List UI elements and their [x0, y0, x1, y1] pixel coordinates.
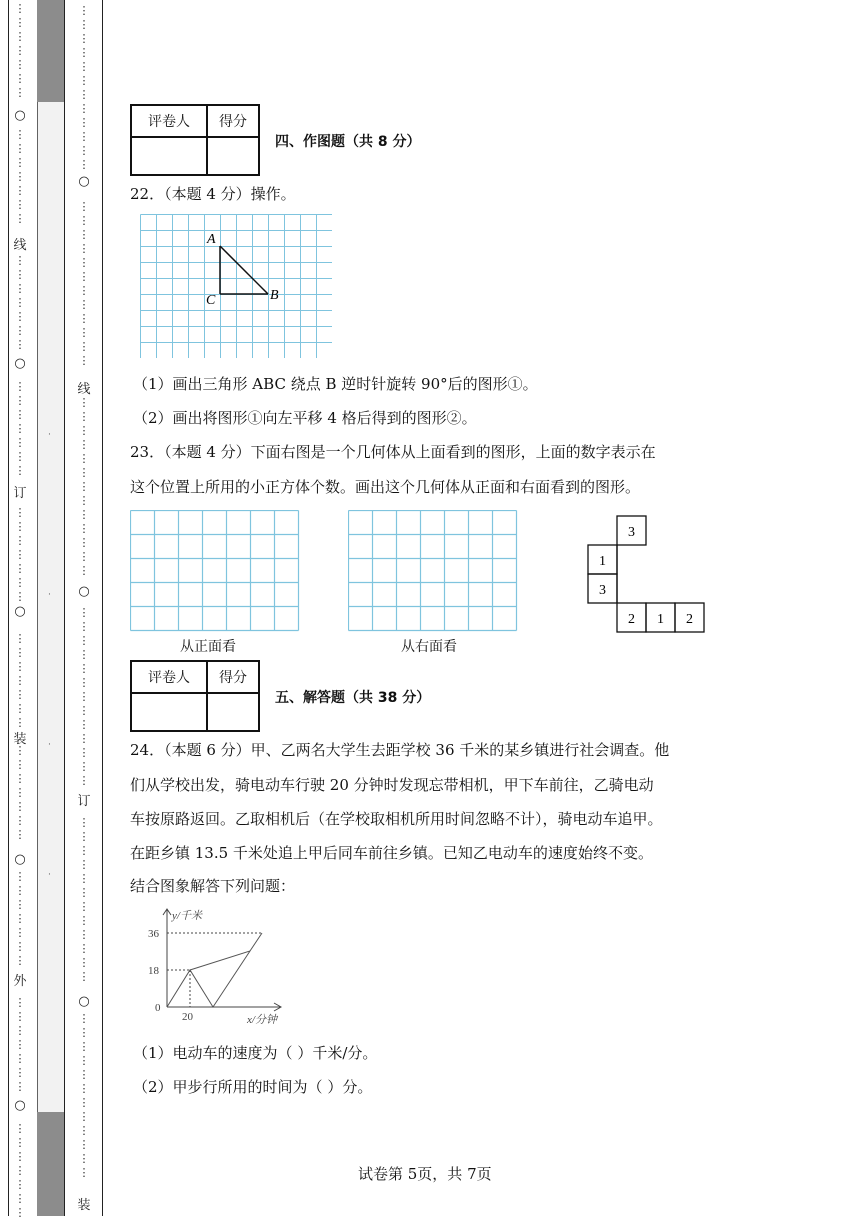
margin-mark: 装: [13, 732, 27, 747]
label-A: A: [207, 232, 216, 247]
dotted-cut-line: ⋮: [14, 884, 26, 897]
dotted-cut-line: ⋮: [14, 254, 26, 267]
dotted-cut-line: ⋮: [78, 956, 90, 969]
dotted-cut-line: ⋮: [78, 816, 90, 829]
score-label: 得分: [207, 105, 259, 137]
dotted-cut-line: ⋮: [78, 46, 90, 59]
dotted-cut-line: ⋮: [78, 830, 90, 843]
dotted-cut-line: ⋮: [14, 268, 26, 281]
q22-grid[interactable]: [140, 214, 332, 358]
dotted-cut-line: ⋮: [14, 1192, 26, 1205]
dotted-cut-line: ⋮: [14, 128, 26, 141]
dotted-cut-line: ⋮: [14, 296, 26, 309]
dotted-cut-line: ⋮: [14, 30, 26, 43]
margin-mark: 装: [77, 1198, 91, 1213]
margin-mark: ○: [78, 584, 90, 599]
margin-gray-band-bottom: [37, 1112, 64, 1216]
dotted-cut-line: ⋮: [14, 212, 26, 225]
dotted-cut-line: ⋮: [78, 214, 90, 227]
dotted-cut-line: ⋮: [14, 408, 26, 421]
dotted-cut-line: ⋮: [14, 548, 26, 561]
margin-mark: ○: [78, 174, 90, 189]
dotted-cut-line: ⋮: [14, 674, 26, 687]
dotted-cut-line: ⋮: [14, 58, 26, 71]
q24-sub2: （2）甲步行所用的时间为（ ）分。: [133, 1078, 373, 1096]
dotted-cut-line: ⋮: [78, 648, 90, 661]
dotted-cut-line: ⋮: [78, 634, 90, 647]
dotted-cut-line: ⋮: [78, 704, 90, 717]
dotted-cut-line: ⋮: [78, 536, 90, 549]
dotted-cut-line: ⋮: [14, 1150, 26, 1163]
caption-right: 从右面看: [401, 639, 457, 655]
dotted-cut-line: ⋮: [78, 508, 90, 521]
dotted-cut-line: ⋮: [14, 506, 26, 519]
dotted-cut-line: ⋮: [78, 326, 90, 339]
dotted-cut-line: ⋮: [14, 1178, 26, 1191]
dotted-cut-line: ⋮: [78, 1096, 90, 1109]
q22-sub1: （1）画出三角形 ABC 绕点 B 逆时针旋转 90°后的图形①。: [133, 375, 538, 393]
dotted-cut-line: ⋮: [78, 1166, 90, 1179]
dotted-cut-line: ⋮: [14, 912, 26, 925]
dotted-cut-line: ⋮: [78, 928, 90, 941]
top-view-num: 3: [628, 525, 635, 540]
dotted-cut-line: ⋮: [14, 1164, 26, 1177]
dotted-cut-line: ⋮: [14, 996, 26, 1009]
dotted-cut-line: ⋮: [78, 844, 90, 857]
label-B: B: [270, 288, 279, 303]
dotted-cut-line: ⋮: [14, 380, 26, 393]
dotted-cut-line: ⋮: [14, 198, 26, 211]
margin-mark: ○: [14, 356, 26, 371]
top-view-num: 1: [657, 612, 664, 627]
top-view-num: 1: [599, 554, 606, 569]
dotted-cut-line: ⋮: [78, 354, 90, 367]
margin-tiny-mark: ·: [48, 590, 51, 600]
dotted-cut-line: ⋮: [14, 744, 26, 757]
dotted-cut-line: ⋮: [78, 1110, 90, 1123]
dotted-cut-line: ⋮: [14, 324, 26, 337]
dotted-cut-line: ⋮: [14, 632, 26, 645]
dotted-cut-line: ⋮: [78, 32, 90, 45]
dotted-cut-line: ⋮: [14, 436, 26, 449]
dotted-cut-line: ⋮: [14, 1038, 26, 1051]
front-view-grid[interactable]: [130, 510, 303, 632]
dotted-cut-line: ⋮: [78, 774, 90, 787]
dotted-cut-line: ⋮: [78, 606, 90, 619]
dotted-cut-line: ⋮: [78, 732, 90, 745]
dotted-cut-line: ⋮: [14, 86, 26, 99]
reviewer-label: 评卷人: [131, 661, 207, 693]
margin-mark: ○: [78, 994, 90, 1009]
margin-mark: 订: [77, 794, 91, 809]
dotted-cut-line: ⋮: [78, 60, 90, 73]
margin-mark: 线: [77, 382, 91, 397]
dotted-cut-line: ⋮: [78, 410, 90, 423]
dotted-cut-line: ⋮: [78, 760, 90, 773]
dotted-cut-line: ⋮: [14, 2, 26, 15]
dotted-cut-line: ⋮: [14, 786, 26, 799]
score-table-section4: [130, 104, 260, 176]
dotted-cut-line: ⋮: [78, 858, 90, 871]
q24-line4: 在距乡镇 13.5 千米处追上甲后同车前往乡镇。已知乙电动车的速度始终不变。: [130, 844, 653, 862]
dotted-cut-line: ⋮: [78, 746, 90, 759]
dotted-cut-line: ⋮: [14, 394, 26, 407]
score-label: 得分: [207, 661, 259, 693]
dotted-cut-line: ⋮: [14, 464, 26, 477]
dotted-cut-line: ⋮: [14, 534, 26, 547]
dotted-cut-line: ⋮: [14, 576, 26, 589]
score-cell[interactable]: [207, 137, 259, 175]
q23-stem-line1: 23．（本题 4 分）下面右图是一个几何体从上面看到的图形，上面的数字表示在: [130, 443, 656, 461]
dotted-cut-line: ⋮: [78, 312, 90, 325]
margin-mark: ○: [14, 604, 26, 619]
dotted-cut-line: ⋮: [78, 452, 90, 465]
page-footer: 试卷第 5页，共 7页: [358, 1165, 492, 1183]
dotted-cut-line: ⋮: [14, 282, 26, 295]
dotted-cut-line: ⋮: [14, 702, 26, 715]
dotted-cut-line: ⋮: [14, 954, 26, 967]
dotted-cut-line: ⋮: [14, 520, 26, 533]
y-tick: 0: [155, 1002, 161, 1014]
margin-mark: 外: [13, 974, 27, 989]
dotted-cut-line: ⋮: [78, 200, 90, 213]
line-yi: [167, 951, 250, 1007]
dotted-cut-line: ⋮: [78, 942, 90, 955]
dotted-cut-line: ⋮: [14, 142, 26, 155]
dotted-cut-line: ⋮: [14, 1066, 26, 1079]
dotted-cut-line: ⋮: [78, 900, 90, 913]
margin-mark: 订: [13, 486, 27, 501]
dotted-cut-line: ⋮: [78, 1152, 90, 1165]
dotted-cut-line: ⋮: [78, 690, 90, 703]
dotted-cut-line: ⋮: [14, 1122, 26, 1135]
caption-front: 从正面看: [180, 639, 236, 655]
dotted-cut-line: ⋮: [78, 1012, 90, 1025]
q24-line3: 车按原路返回。乙取相机后（在学校取相机所用时间忽略不计），骑电动车追甲。: [130, 810, 663, 828]
dotted-cut-line: ⋮: [78, 4, 90, 17]
dotted-cut-line: ⋮: [14, 716, 26, 729]
q22-stem: 22．（本题 4 分）操作。: [130, 185, 296, 203]
dotted-cut-line: ⋮: [78, 74, 90, 87]
dotted-cut-line: ⋮: [78, 494, 90, 507]
dotted-cut-line: ⋮: [78, 130, 90, 143]
dotted-cut-line: ⋮: [14, 758, 26, 771]
dotted-cut-line: ⋮: [14, 170, 26, 183]
score-table-section5: [130, 660, 260, 732]
q24-line2: 们从学校出发，骑电动车行驶 20 分钟时发现忘带相机，甲下车前往，乙骑电动: [130, 776, 654, 794]
dotted-cut-line: ⋮: [78, 522, 90, 535]
dotted-cut-line: ⋮: [14, 1136, 26, 1149]
dotted-cut-line: ⋮: [14, 688, 26, 701]
line-jia: [190, 933, 262, 970]
score-cell[interactable]: [207, 693, 259, 731]
dotted-cut-line: ⋮: [14, 16, 26, 29]
dotted-cut-line: ⋮: [78, 242, 90, 255]
dotted-cut-line: ⋮: [14, 562, 26, 575]
dotted-cut-line: ⋮: [78, 914, 90, 927]
dotted-cut-line: ⋮: [78, 886, 90, 899]
dotted-cut-line: ⋮: [14, 72, 26, 85]
margin-tiny-mark: ·: [48, 430, 51, 440]
dotted-cut-line: ⋮: [78, 116, 90, 129]
dotted-cut-line: ⋮: [78, 1040, 90, 1053]
margin-light-band: [37, 102, 64, 1112]
y-axis-label: y/千米: [172, 910, 202, 922]
dotted-cut-line: ⋮: [14, 814, 26, 827]
dotted-cut-line: ⋮: [78, 298, 90, 311]
top-view-num: 3: [599, 583, 606, 598]
top-view-num: 2: [686, 612, 693, 627]
right-view-grid[interactable]: [348, 510, 522, 632]
dotted-cut-line: ⋮: [14, 870, 26, 883]
section4-title: 四、作图题（共 8 分）: [275, 134, 421, 150]
dotted-cut-line: ⋮: [78, 340, 90, 353]
dotted-cut-line: ⋮: [14, 338, 26, 351]
dotted-cut-line: ⋮: [78, 662, 90, 675]
y-tick: 18: [148, 965, 159, 977]
dotted-cut-line: ⋮: [14, 450, 26, 463]
label-C: C: [206, 293, 216, 308]
dotted-cut-line: ⋮: [78, 620, 90, 633]
top-view-num: 2: [628, 612, 635, 627]
dotted-cut-line: ⋮: [78, 1124, 90, 1137]
dotted-cut-line: ⋮: [78, 18, 90, 31]
y-tick: 36: [148, 928, 159, 940]
dotted-cut-line: ⋮: [14, 646, 26, 659]
dotted-cut-line: ⋮: [78, 466, 90, 479]
dotted-cut-line: ⋮: [78, 284, 90, 297]
margin-tiny-mark: ·: [48, 740, 51, 750]
dotted-cut-line: ⋮: [78, 228, 90, 241]
dotted-cut-line: ⋮: [14, 926, 26, 939]
q24-graph: [140, 906, 300, 1026]
dotted-cut-line: ⋮: [14, 1052, 26, 1065]
reviewer-cell[interactable]: [131, 693, 207, 731]
dotted-cut-line: ⋮: [78, 1054, 90, 1067]
reviewer-label: 评卷人: [131, 105, 207, 137]
margin-tiny-mark: ·: [48, 870, 51, 880]
dotted-cut-line: ⋮: [14, 1010, 26, 1023]
dotted-cut-line: ⋮: [78, 1026, 90, 1039]
margin-mark: ○: [14, 1098, 26, 1113]
dotted-cut-line: ⋮: [78, 256, 90, 269]
dotted-cut-line: ⋮: [14, 44, 26, 57]
margin-gray-band-top: [37, 0, 64, 102]
dotted-cut-line: ⋮: [14, 800, 26, 813]
q24-line5: 结合图象解答下列问题：: [130, 877, 296, 895]
dotted-cut-line: ⋮: [78, 564, 90, 577]
dotted-cut-line: ⋮: [78, 270, 90, 283]
dotted-cut-line: ⋮: [78, 718, 90, 731]
dotted-cut-line: ⋮: [14, 590, 26, 603]
dotted-cut-line: ⋮: [14, 772, 26, 785]
dotted-cut-line: ⋮: [78, 676, 90, 689]
q24-line1: 24．（本题 6 分）甲、乙两名大学生去距学校 36 千米的某乡镇进行社会调查。他: [130, 741, 670, 759]
dotted-cut-line: ⋮: [78, 424, 90, 437]
q23-stem-line2: 这个位置上所用的小正方体个数。画出这个几何体从正面和右面看到的图形。: [130, 478, 641, 496]
margin-mark: ○: [14, 852, 26, 867]
margin-mark: 线: [13, 238, 27, 253]
dotted-cut-line: ⋮: [78, 1068, 90, 1081]
top-view-figure: [587, 515, 707, 633]
q24-sub1: （1）电动车的速度为（ ）千米/分。: [133, 1044, 378, 1062]
dotted-cut-line: ⋮: [78, 550, 90, 563]
dotted-cut-line: ⋮: [14, 940, 26, 953]
margin-mark: ○: [14, 108, 26, 123]
dotted-cut-line: ⋮: [78, 158, 90, 171]
dotted-cut-line: ⋮: [78, 396, 90, 409]
x-tick: 20: [182, 1011, 193, 1023]
dotted-cut-line: ⋮: [14, 422, 26, 435]
dotted-cut-line: ⋮: [78, 102, 90, 115]
dotted-cut-line: ⋮: [14, 898, 26, 911]
dotted-cut-line: ⋮: [78, 970, 90, 983]
dotted-cut-line: ⋮: [14, 310, 26, 323]
dotted-cut-line: ⋮: [14, 660, 26, 673]
dotted-cut-line: ⋮: [14, 156, 26, 169]
dotted-cut-line: ⋮: [14, 828, 26, 841]
section5-title: 五、解答题（共 38 分）: [275, 690, 431, 706]
dotted-cut-line: ⋮: [14, 184, 26, 197]
dotted-cut-line: ⋮: [78, 438, 90, 451]
reviewer-cell[interactable]: [131, 137, 207, 175]
dotted-cut-line: ⋮: [78, 872, 90, 885]
dotted-cut-line: ⋮: [14, 1024, 26, 1037]
dotted-cut-line: ⋮: [78, 1082, 90, 1095]
x-axis-label: x/分钟: [247, 1014, 277, 1026]
dotted-cut-line: ⋮: [78, 1138, 90, 1151]
dotted-cut-line: ⋮: [78, 88, 90, 101]
q22-sub2: （2）画出将图形①向左平移 4 格后得到的图形②。: [133, 409, 477, 427]
dotted-cut-line: ⋮: [78, 144, 90, 157]
dotted-cut-line: ⋮: [78, 480, 90, 493]
dotted-cut-line: ⋮: [14, 1080, 26, 1093]
dotted-cut-line: ⋮: [14, 1206, 26, 1219]
